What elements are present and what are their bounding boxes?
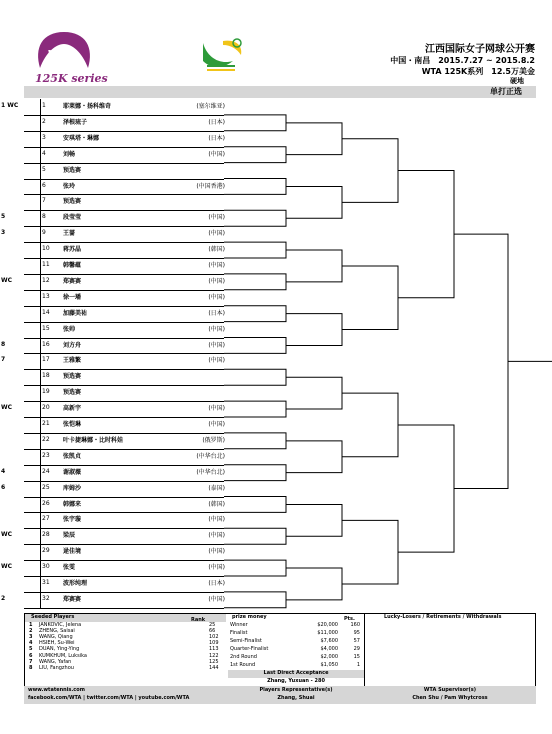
prize-money: $4,000	[320, 646, 338, 652]
pts-title: Pts.	[344, 616, 355, 622]
seed-player: LIU, Fangzhou	[39, 664, 74, 671]
draw-position: 32	[42, 594, 50, 602]
player-country: (俄罗斯)	[202, 436, 225, 444]
bracket-match-r2	[286, 377, 342, 409]
seed-player: KUMKHUM, Luksika	[39, 652, 87, 659]
player-country: (日本)	[208, 309, 225, 317]
draw-position: 19	[42, 388, 50, 396]
player-name: 韩娜来	[63, 500, 82, 508]
draw-position: 15	[42, 324, 50, 332]
bracket-match-r4	[398, 171, 454, 298]
player-name: 徐一璠	[63, 293, 82, 301]
player-seed: 7	[1, 356, 6, 364]
rep-value: Zhang, Shuai	[277, 695, 315, 701]
player-name: 波形纯理	[63, 580, 88, 587]
draw-position: 24	[42, 467, 50, 475]
bracket-match-r1	[224, 433, 286, 449]
tournament-title: 江西国际女子网球公开赛	[425, 44, 535, 55]
draw-position: 1	[42, 102, 46, 109]
player-country: (中国)	[208, 595, 225, 603]
player-name: 库姆沙	[63, 484, 82, 492]
seed-rank: 102	[209, 634, 219, 641]
player-country: (中国)	[208, 516, 225, 524]
supervisor-value: Chen Shu / Pam Whytcross	[412, 695, 488, 701]
draw-position: 10	[42, 245, 50, 253]
seeded-players-title: Seeded Players	[25, 614, 191, 622]
player-country: (塞尔维亚)	[196, 103, 225, 110]
seed-rank: 113	[209, 646, 219, 653]
player-country: (泰国)	[208, 484, 225, 492]
player-name: 张帅	[63, 325, 76, 333]
player-country: (中国)	[208, 357, 225, 365]
prize-points: 160	[350, 622, 360, 628]
seed-player: HSIEH, Su-Wei	[39, 640, 75, 647]
bracket-match-r1	[224, 242, 286, 258]
draw-position: 6	[42, 181, 46, 189]
draw-position: 29	[42, 547, 50, 555]
bracket-match-r2	[286, 568, 342, 600]
player-country: (日本)	[208, 118, 225, 126]
prize-points: 15	[353, 654, 360, 660]
player-name: 韩馨蕴	[63, 262, 82, 269]
bracket-match-r2	[286, 441, 342, 473]
bracket-match-r1	[224, 401, 286, 417]
prize-round: 2nd Round	[230, 654, 257, 660]
seed-number: 4	[29, 640, 33, 647]
last-da-value: Zhang, Yuxuan - 280	[267, 678, 325, 684]
draw-position: 18	[42, 372, 50, 380]
player-country: (中国)	[208, 277, 225, 285]
player-name: 刘方舟	[63, 341, 82, 349]
seed-number: 2	[29, 628, 33, 635]
bracket-match-r1	[224, 560, 286, 576]
player-name: 郑赛赛	[63, 277, 82, 285]
player-name: 加藤美祐	[63, 309, 88, 317]
player-seed: 5	[1, 213, 6, 221]
bracket-match-r5	[454, 234, 508, 488]
bracket-match-r2	[286, 314, 342, 346]
player-name: 段莹莹	[63, 214, 82, 222]
player-seed: 3	[1, 229, 6, 237]
player-name: 张雯	[63, 564, 76, 572]
website-link[interactable]: www.wtatennis.com	[28, 687, 85, 693]
bracket-match-r2	[286, 504, 342, 536]
last-da-title: Last Direct Acceptance	[228, 670, 364, 678]
player-country: (中国)	[208, 341, 225, 349]
player-seed: 8	[1, 340, 6, 348]
bracket-match-r3	[342, 520, 398, 584]
prize-round: Semi-Finalist	[230, 638, 262, 644]
seed-number: 6	[29, 652, 33, 659]
seed-number: 5	[29, 646, 33, 653]
prize-points: 29	[353, 646, 360, 652]
draw-position: 16	[42, 340, 50, 348]
player-name: 张宇璇	[63, 516, 82, 524]
bracket-match-r1	[224, 179, 286, 195]
bracket-match-r1	[224, 369, 286, 385]
draw-position: 5	[42, 165, 46, 173]
player-name: 张玲	[63, 182, 76, 190]
seed-rank: 125	[209, 658, 219, 665]
seed-number: 1	[29, 622, 33, 628]
draw-position: 31	[42, 579, 50, 586]
draw-position: 11	[42, 261, 50, 268]
player-seed: WC	[1, 531, 13, 539]
draw-position: 25	[42, 483, 50, 491]
player-name: 预选赛	[63, 198, 82, 206]
player-name: 预选赛	[63, 389, 82, 397]
seed-number: 3	[29, 634, 33, 641]
draw-position: 13	[42, 292, 50, 300]
player-name: 预选赛	[63, 373, 82, 381]
player-name: 叶卡捷琳娜・比时科娃	[63, 436, 124, 444]
bracket-match-r1	[224, 306, 286, 322]
draw-position: 26	[42, 499, 50, 507]
bracket-match-r3	[342, 266, 398, 330]
player-country: (韩国)	[208, 246, 225, 254]
player-name: 蒋苏晶	[63, 246, 82, 254]
player-name: 张凯贞	[63, 452, 82, 460]
draw-type: 单打正选	[490, 87, 522, 96]
player-country: (中国)	[208, 421, 225, 428]
player-country: (韩国)	[208, 500, 225, 508]
player-name: 谢淑薇	[63, 468, 82, 476]
draw-position: 8	[42, 213, 46, 221]
draw-position: 9	[42, 229, 46, 237]
player-name: 逯佳境	[63, 548, 82, 556]
player-country: (中国)	[208, 564, 225, 572]
bracket-match-r1	[224, 528, 286, 544]
seed-player: DUAN, Ying-Ying	[39, 646, 80, 653]
seed-player: WANG, Yafan	[39, 658, 72, 665]
player-name: 王雅繁	[63, 357, 82, 365]
player-seed: WC	[1, 276, 13, 284]
prize-round: Winner	[230, 622, 248, 628]
bracket-match-r3	[342, 393, 398, 457]
player-name: 梁辰	[63, 532, 76, 540]
draw-position: 22	[42, 435, 50, 443]
player-country: (中国)	[208, 262, 225, 269]
player-name: 王蔷	[63, 230, 76, 238]
prize-money: $20,000	[317, 622, 338, 628]
player-name: 泽根琉子	[63, 118, 88, 126]
prize-round: Finalist	[230, 630, 248, 636]
player-country: (中华台北)	[196, 468, 225, 476]
bracket-match-r1	[224, 592, 286, 608]
player-name: 预选赛	[63, 166, 82, 174]
prize-points: 95	[353, 630, 360, 636]
bracket-match-r1	[224, 210, 286, 226]
player-country: (中国)	[208, 548, 225, 556]
player-country: (日本)	[208, 580, 225, 587]
prize-round: 1st Round	[230, 662, 256, 668]
bracket-match-r1	[224, 465, 286, 481]
bracket-match-r1	[224, 274, 286, 290]
draw-position: 3	[42, 133, 46, 141]
draw-position: 7	[42, 197, 46, 205]
seed-rank: 109	[209, 640, 219, 647]
draw-position: 27	[42, 515, 50, 523]
player-country: (中国)	[208, 405, 225, 413]
player-country: (中国)	[208, 325, 225, 333]
supervisor-title: WTA Supervisor(s)	[423, 687, 477, 693]
draw-position: 17	[42, 356, 50, 364]
draw-position: 14	[42, 308, 50, 316]
draw-position: 28	[42, 531, 50, 539]
prize-money: $11,000	[317, 630, 338, 636]
player-country: (中国香港)	[196, 182, 225, 190]
player-country: (日本)	[208, 134, 225, 142]
prize-money: $2,000	[320, 654, 338, 660]
rank-title: Rank	[191, 614, 226, 622]
seed-player: ZHENG, Saisai	[39, 628, 75, 635]
draw-position: 30	[42, 563, 50, 571]
prize-money-title: prize money	[232, 614, 267, 620]
seed-rank: 122	[209, 652, 219, 659]
series-prize: WTA 125K系列 12.5万美金	[421, 67, 535, 76]
seed-rank: 66	[209, 628, 216, 635]
seed-player: WANG, Qiang	[39, 634, 73, 641]
bracket-match-r3	[342, 139, 398, 203]
player-name: 刘畅	[63, 150, 76, 158]
draw-position: 20	[42, 404, 50, 412]
player-country: (中国)	[208, 214, 225, 222]
player-country: (中国)	[208, 293, 225, 301]
bracket-match-r2	[286, 186, 342, 218]
draw-position: 2	[42, 117, 46, 125]
bracket-match-r4	[398, 425, 454, 552]
player-seed: 4	[1, 467, 6, 475]
player-name: 耶莱娜・扬科维奇	[63, 103, 112, 110]
player-country: (中华台北)	[196, 452, 225, 460]
social-links[interactable]: facebook.com/WTA | twitter.com/WTA | youtube.com/WTA	[28, 695, 190, 701]
seed-player: JANKOVIC, Jelena	[39, 622, 82, 628]
player-seed: 1 WC	[1, 102, 19, 109]
draw-position: 23	[42, 451, 50, 459]
player-country: (中国)	[208, 150, 225, 158]
prize-money: $1,050	[320, 662, 338, 668]
footer-table	[24, 613, 536, 704]
player-name: 高新宇	[63, 405, 82, 413]
draw-position: 21	[42, 420, 50, 427]
bracket-match-r2	[286, 123, 342, 155]
seed-rank: 144	[209, 664, 219, 671]
bracket-match-r1	[224, 338, 286, 354]
prize-points: 1	[356, 662, 360, 668]
bracket-match-r1	[224, 115, 286, 131]
svg-text:WTA: WTA	[47, 49, 81, 64]
player-country: (中国)	[208, 532, 225, 540]
player-seed: WC	[1, 404, 13, 412]
surface: 硬地	[510, 77, 524, 85]
seed-rank: 25	[209, 622, 216, 628]
location-dates: 中国・南昌 2015.7.27 ~ 2015.8.2	[390, 56, 535, 65]
rep-title: Players Representative(s)	[259, 687, 333, 693]
player-seed: WC	[1, 563, 13, 571]
player-name: 郑赛赛	[63, 595, 82, 603]
prize-points: 57	[353, 638, 360, 644]
prize-money: $7,600	[320, 638, 338, 644]
prize-round: Quarter-Finalist	[230, 646, 269, 652]
bracket-match-r2	[286, 250, 342, 282]
seed-number: 7	[29, 658, 33, 665]
player-name: 张恺琳	[63, 421, 82, 428]
draw-position: 12	[42, 276, 50, 284]
player-name: 安琪塔・琳娜	[63, 134, 100, 142]
player-country: (中国)	[208, 230, 225, 238]
lucky-losers-title: Lucky-Losers / Retirements / Withdrawals	[384, 614, 502, 620]
bracket-match-r1	[224, 147, 286, 163]
player-seed: 2	[1, 594, 6, 602]
logo-series-text: 125K series	[35, 72, 108, 85]
draw-position: 4	[42, 149, 46, 157]
player-seed: 6	[1, 483, 6, 491]
seed-number: 8	[29, 664, 33, 671]
bracket-match-r1	[224, 497, 286, 513]
